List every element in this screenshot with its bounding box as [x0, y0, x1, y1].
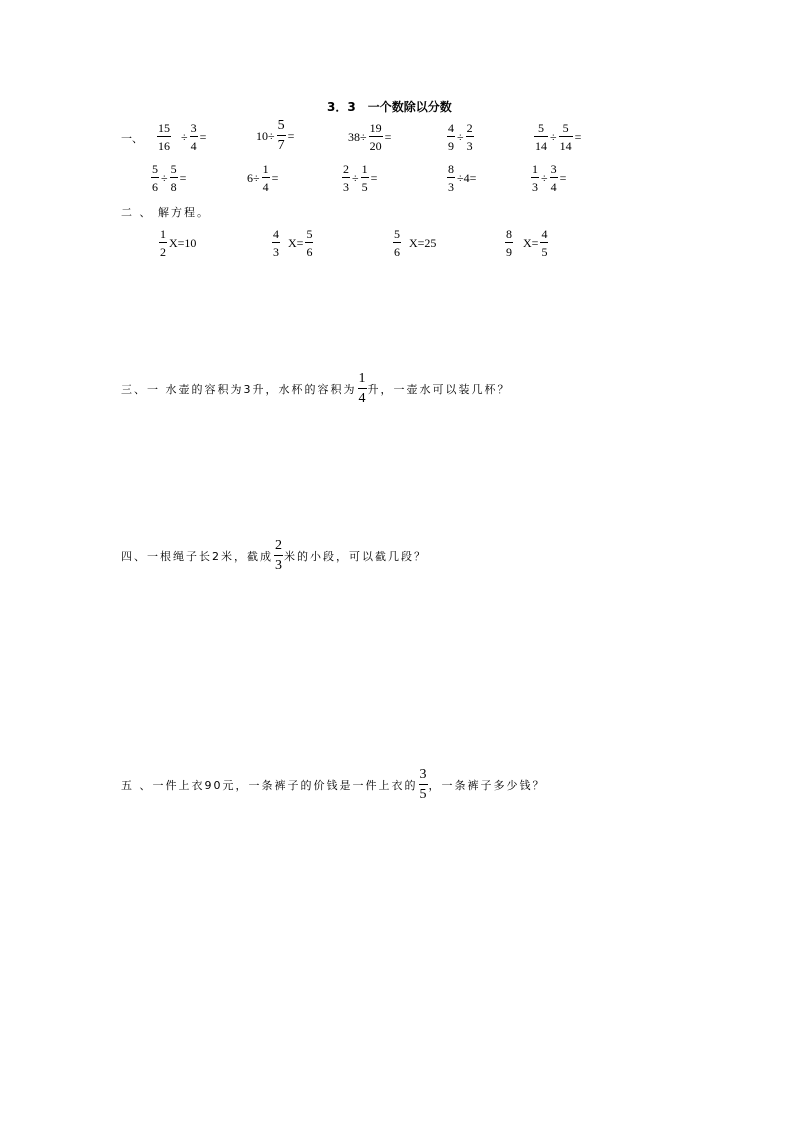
exercise-2-5: $\frac{1}{3}$ ÷ $\frac{3}{4}$ =	[532, 162, 567, 194]
fraction: $\frac{15}{16}$	[158, 121, 170, 153]
fraction: $\frac{5}{6}$	[394, 227, 400, 259]
fraction: $\frac{1}{5}$	[361, 162, 368, 194]
fraction: $\frac{5}{6}$	[152, 162, 158, 194]
section-2-label: 二 、 解方程。	[121, 206, 210, 219]
exercise-2-3: $\frac{2}{3}$ ÷ $\frac{1}{5}$ =	[343, 162, 378, 194]
exercise-1-2: 10÷ $\frac{5}{7}$ =	[256, 118, 295, 153]
exercise-1-3: 38÷ $\frac{19}{20}$ =	[348, 121, 392, 153]
fraction: $\frac{5}{6}$	[306, 227, 313, 259]
fraction: $\frac{1}{3}$	[532, 162, 538, 194]
page-title: 3．3 一个数除以分数	[327, 100, 452, 114]
fraction: $\frac{3}{4}$	[550, 162, 557, 194]
fraction: $\frac{1}{2}$	[160, 227, 166, 259]
fraction: $\frac{8}{9}$	[506, 227, 512, 259]
fraction: $\frac{4}{3}$	[273, 227, 279, 259]
fraction: $\frac{5}{7}$	[277, 118, 285, 153]
fraction: $\frac{1}{4}$	[262, 162, 269, 194]
fraction: $\frac{5}{14}$	[535, 121, 547, 153]
exercise-1-1: $\frac{15}{16}$ ÷ $\frac{3}{4}$ =	[158, 121, 207, 153]
fraction: $\frac{2}{3}$	[275, 538, 282, 573]
word-problem-3: 三、一 水壶的容积为3升，水杯的容积为 $\frac{1}{4}$ 升，一壶水可以装几杯？	[121, 371, 511, 406]
equation-3: $\frac{5}{6}$ X=25	[394, 227, 437, 259]
fraction: $\frac{19}{20}$	[369, 121, 382, 153]
section-1-label: 一、	[121, 132, 143, 145]
fraction: $\frac{3}{4}$	[190, 121, 197, 153]
fraction: $\frac{5}{8}$	[170, 162, 177, 194]
word-problem-5: 五 、一件上衣90元，一条裤子的价钱是一件上衣的 $\frac{3}{5}$ ，一条裤子多少钱？	[121, 767, 546, 802]
fraction: $\frac{1}{4}$	[358, 371, 366, 406]
exercise-2-4: $\frac{8}{3}$ ÷4=	[448, 162, 477, 194]
equation-4: $\frac{8}{9}$ X= $\frac{4}{5}$	[506, 227, 548, 259]
exercise-1-5: $\frac{5}{14}$ ÷ $\frac{5}{14}$ =	[535, 121, 582, 153]
fraction: $\frac{3}{5}$	[419, 767, 427, 802]
fraction: $\frac{8}{3}$	[448, 162, 454, 194]
equation-1: $\frac{1}{2}$ X=10	[160, 227, 197, 259]
exercise-2-1: $\frac{5}{6}$ ÷ $\frac{5}{8}$ =	[152, 162, 187, 194]
word-problem-4: 四、一根绳子长2米，截成 $\frac{2}{3}$ 米的小段，可以截几段？	[121, 538, 427, 573]
exercise-1-4: $\frac{4}{9}$ ÷ $\frac{2}{3}$	[448, 121, 473, 153]
equation-2: $\frac{4}{3}$ X= $\frac{5}{6}$	[273, 227, 313, 259]
fraction: $\frac{5}{14}$	[559, 121, 572, 153]
fraction: $\frac{4}{9}$	[448, 121, 454, 153]
fraction: $\frac{2}{3}$	[343, 162, 349, 194]
exercise-2-2: 6÷ $\frac{1}{4}$ =	[247, 162, 279, 194]
fraction: $\frac{2}{3}$	[466, 121, 473, 153]
fraction: $\frac{4}{5}$	[541, 227, 548, 259]
